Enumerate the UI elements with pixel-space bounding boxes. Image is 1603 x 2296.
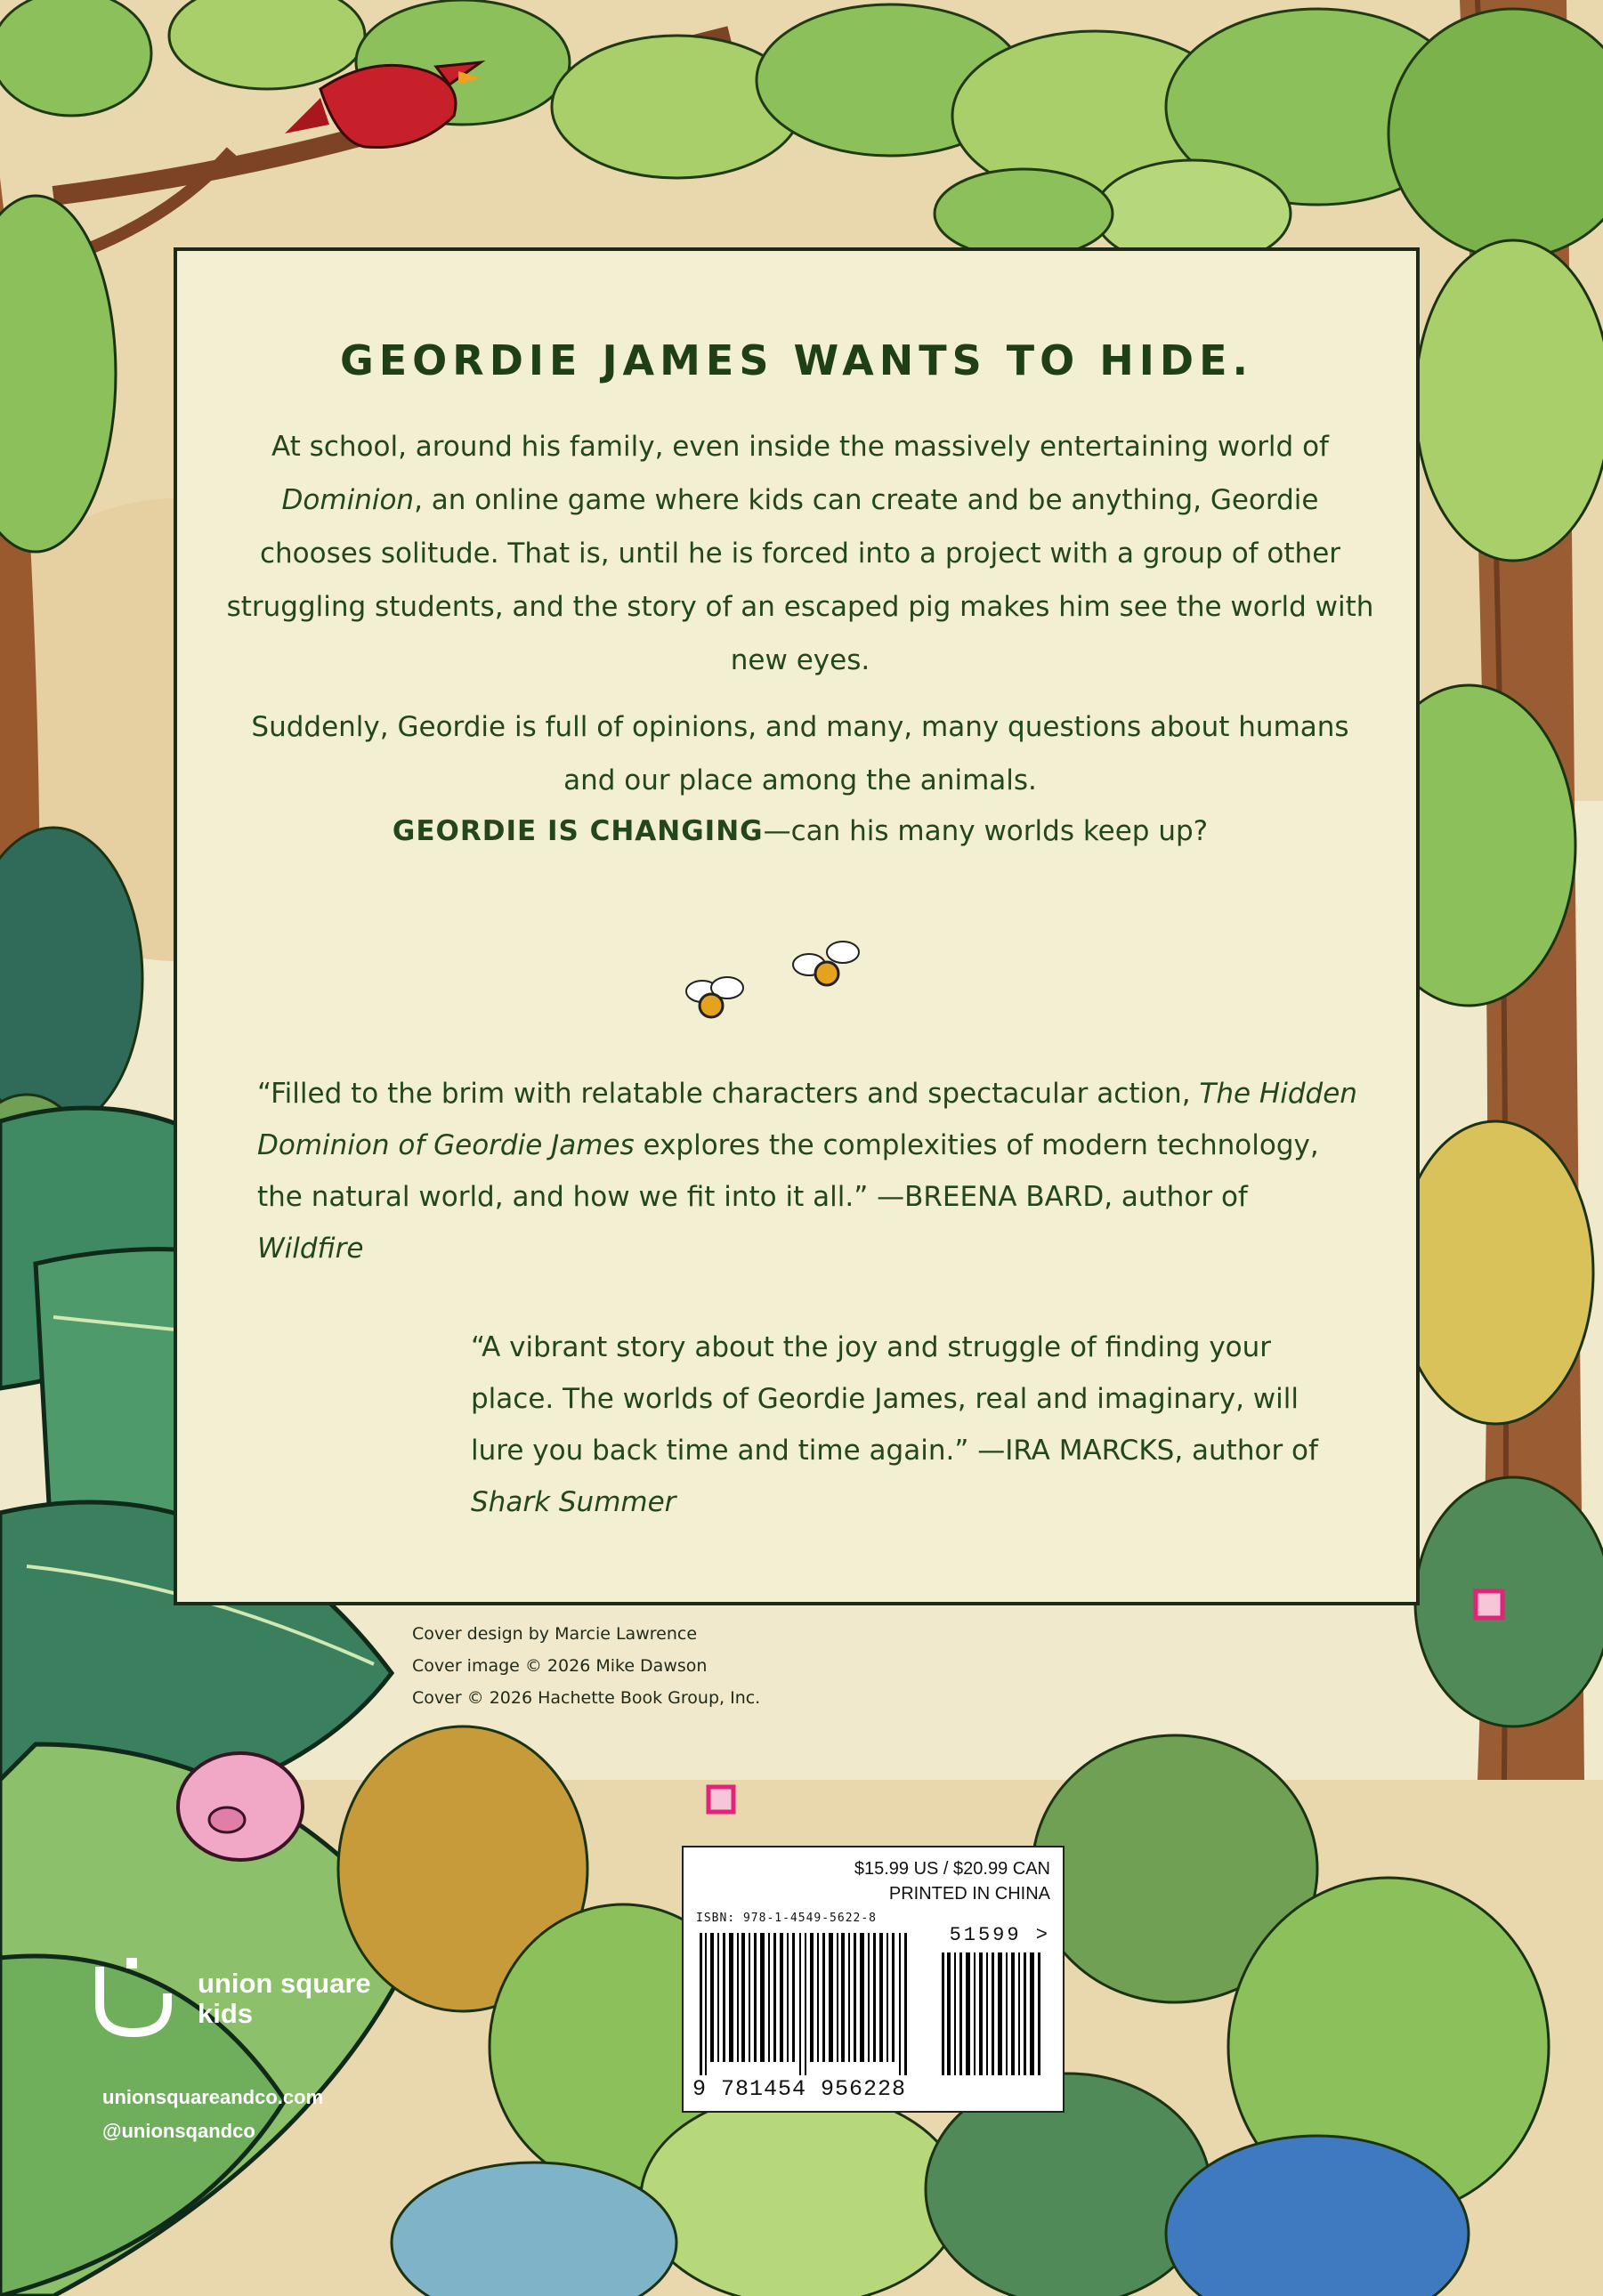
publisher-handle[interactable]: @unionsqandco bbox=[102, 2120, 255, 2142]
bee-icon bbox=[793, 942, 859, 985]
barcode-label bbox=[682, 1846, 1065, 2113]
price-block bbox=[854, 1856, 1050, 1906]
price-text: $15.99 US / $20.99 CAN bbox=[854, 1859, 1050, 1879]
supplement-barcode bbox=[942, 1952, 1048, 2075]
credit-line: Cover image © 2026 Mike Dawson bbox=[412, 1656, 708, 1676]
headline: GEORDIE JAMES WANTS TO HIDE. bbox=[340, 336, 1253, 384]
publisher-name-line: union square bbox=[198, 1968, 371, 1999]
review-quote-1: “Filled to the brim with relatable characters and spectacular action, The Hidden Dominion of Geordie James explores the complexities of modern technology, the natural world, and how we fit into it all.” —BREENA BARD, author of Wildfire bbox=[257, 1078, 1357, 1265]
ean-digits: 9 781454 956228 bbox=[692, 2076, 907, 2102]
bee-icon bbox=[686, 977, 743, 1017]
pig-character bbox=[178, 1753, 303, 1860]
publisher-name-line: kids bbox=[198, 1998, 254, 2029]
supplement-digits: 51599 > bbox=[949, 1924, 1050, 1946]
description-paragraph-3: GEORDIE IS CHANGING—can his many worlds keep up? bbox=[392, 815, 1209, 847]
credit-line: Cover © 2026 Hachette Book Group, Inc. bbox=[412, 1688, 761, 1708]
description-paragraph-2: Suddenly, Geordie is full of opinions, and many, many questions about humans and our place among the animals. bbox=[251, 711, 1349, 796]
isbn-text: ISBN: 978-1-4549-5622-8 bbox=[696, 1912, 878, 1925]
bees-illustration bbox=[676, 927, 889, 1025]
description-paragraph-1: At school, around his family, even inside the massively entertaining world of Dominion, an online game where kids can create and be anything, Geordie chooses solitude. That is, until he is forced into a project with a group of other struggling students, and the story of an escaped pig makes him see the world with new eyes. bbox=[226, 431, 1374, 676]
publisher-url[interactable]: unionsquareandco.com bbox=[102, 2086, 324, 2108]
blurb-panel bbox=[174, 247, 1420, 1605]
cover-credits bbox=[412, 1618, 760, 1714]
review-quote-2: “A vibrant story about the joy and struggle of finding your place. The worlds of Geordie James, real and imaginary, will lure you back time and time again.” —IRA MARCKS, author of Shark Summer bbox=[471, 1331, 1318, 1518]
publisher-name bbox=[198, 1969, 371, 2029]
printed-in-text: PRINTED IN CHINA bbox=[888, 1884, 1050, 1904]
pink-square-marker bbox=[1476, 1591, 1502, 1618]
ean-barcode bbox=[700, 1933, 922, 2075]
pink-square-marker bbox=[708, 1787, 733, 1812]
credit-line: Cover design by Marcie Lawrence bbox=[412, 1624, 698, 1644]
publisher-contacts bbox=[102, 2081, 323, 2148]
